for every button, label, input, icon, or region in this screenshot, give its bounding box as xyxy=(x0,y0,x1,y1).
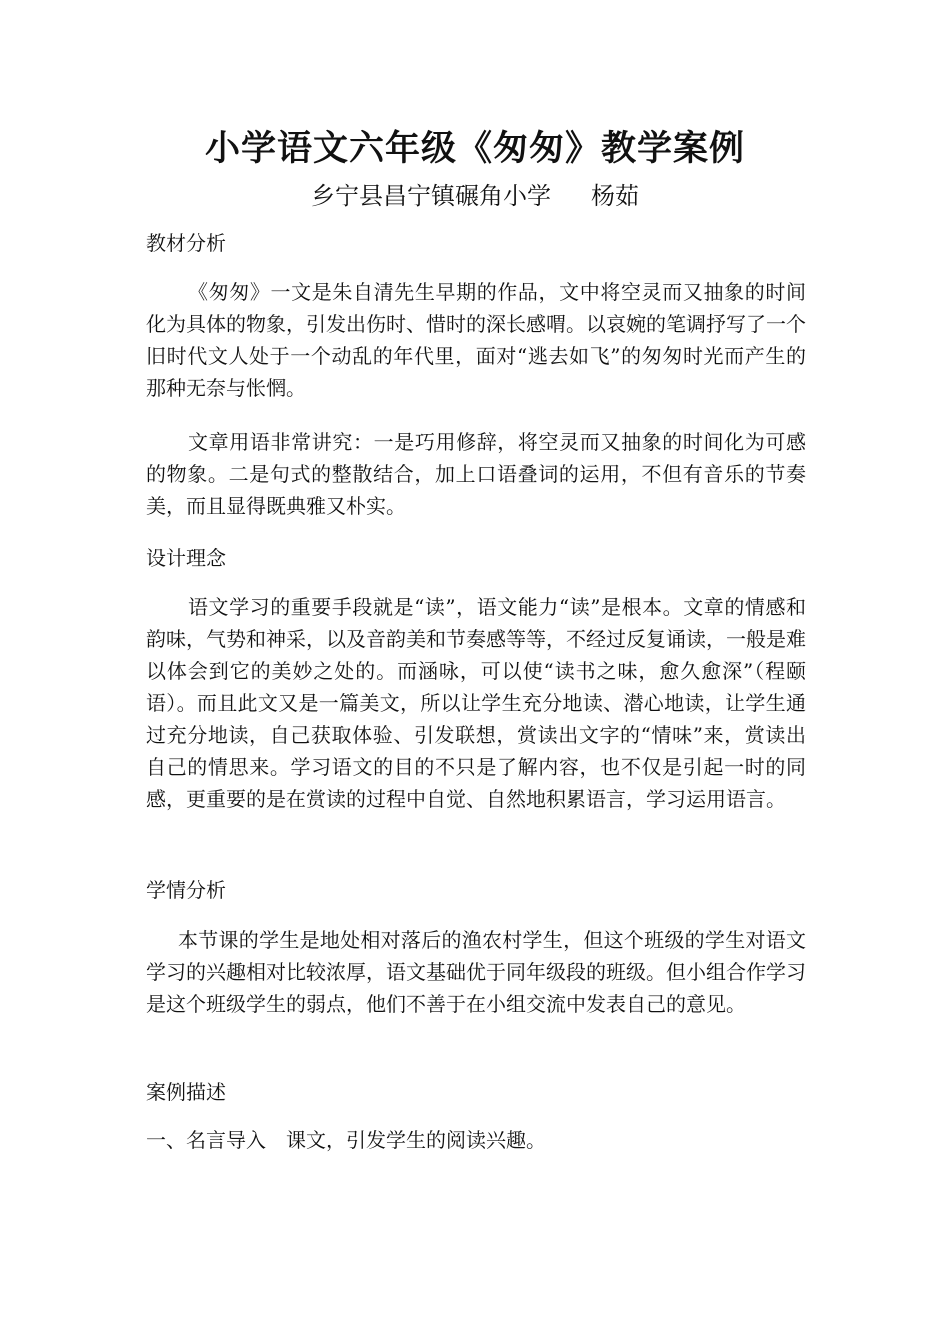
document-byline xyxy=(0,180,950,212)
section-heading-textbook-analysis: 教材分析 xyxy=(146,231,226,255)
school-name: 乡宁县昌宁镇碾角小学 xyxy=(311,182,551,210)
paragraph-student-analysis: 本节课的学生是地处相对落后的渔农村学生，但这个班级的学生对语文学习的兴趣相对比较浓厚，语文基础优于同年级段的班级。但小组合作学习是这个班级学生的弱点，他们不善于在小组交流中发表自己的意见。 xyxy=(146,928,806,1016)
paragraph-textbook-analysis-1: 《匆匆》一文是朱自清先生早期的作品，文中将空灵而又抽象的时间化为具体的物象，引发出伤时、惜时的深长感喟。以哀婉的笔调抒写了一个旧时代文人处于一个动乱的年代里，面对“逃去如飞”的匆匆时光而产生的那种无奈与怅惘。 xyxy=(146,280,806,400)
author-name: 杨茹 xyxy=(591,182,639,210)
paragraph-design-concept: 语文学习的重要手段就是“读”，语文能力“读”是根本。文章的情感和韵味，气势和神采，以及音韵美和节奏感等等，不经过反复诵读，一般是难以体会到它的美妙之处的。而涵咏，可以使“读书之味，愈久愈深”（程颐语）。而且此文又是一篇美文，所以让学生充分地读、潜心地读，让学生通过充分地读，自己获取体验、引发联想，赏读出文字的“情味”来，赏读出自己的情思来。学习语文的目的不只是了解内容，也不仅是引起一时的同感，更重要的是在赏读的过程中自觉、自然地积累语言，学习运用语言。 xyxy=(146,595,806,811)
paragraph-textbook-analysis-2: 文章用语非常讲究：一是巧用修辞，将空灵而又抽象的时间化为可感的物象。二是句式的整散结合，加上口语叠词的运用，不但有音乐的节奏美，而且显得既典雅又朴实。 xyxy=(146,430,806,518)
document-title: 小学语文六年级《匆匆》教学案例 xyxy=(204,128,745,169)
case-step-1: 一、名言导入 课文，引发学生的阅读兴趣。 xyxy=(146,1128,546,1152)
section-heading-case-description: 案例描述 xyxy=(146,1080,226,1104)
section-heading-design-concept: 设计理念 xyxy=(146,546,226,570)
section-heading-student-analysis: 学情分析 xyxy=(146,878,226,902)
